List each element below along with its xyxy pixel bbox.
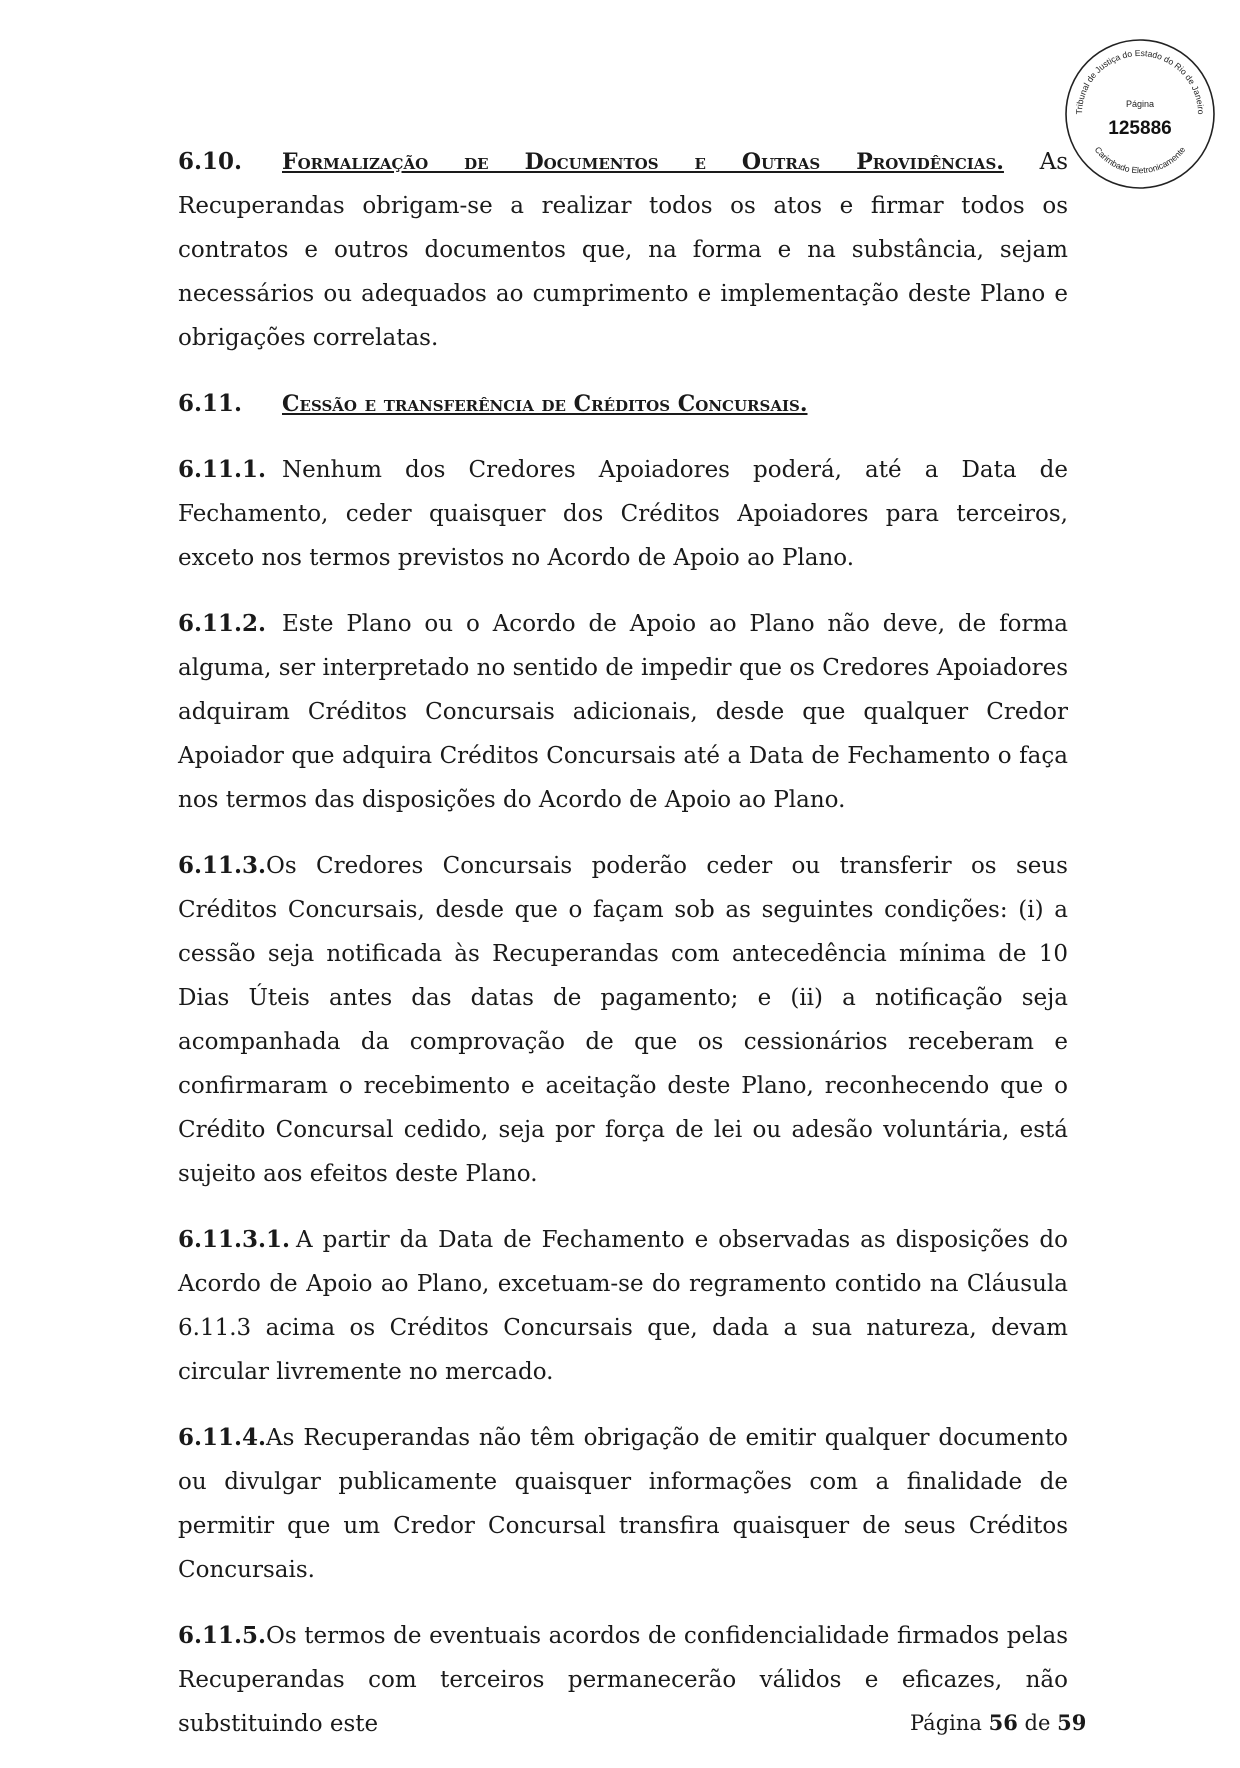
section-number: 6.11. [178,390,243,417]
stamp-ring-top-text: Tribunal de Justiça do Estado do Rio de Janeiro [1073,47,1207,115]
section-text: Este Plano ou o Acordo de Apoio ao Plano não deve, de forma alguma, ser interpretado no sentido de impedir que os Credores Apoiadores adquiram Créditos Concursais adicionais, desde que qualquer Credor Apoiador que adquira Créditos Concursais até a Data de Fechamento o faça nos termos das disposições do Acordo de Apoio ao Plano. [178,611,1069,813]
section-number: 6.11.4. [178,1424,267,1451]
section-6-11-2 [178,602,1068,822]
footer-separator: de [1024,1711,1051,1735]
footer-total-pages: 59 [1057,1710,1087,1735]
section-text: Os termos de eventuais acordos de confidencialidade firmados pelas Recuperandas com terceiros permanecerão válidos e eficazes, não substituindo este [178,1623,1068,1737]
section-heading: Formalização de Documentos e Outras Providências. [282,149,1004,175]
section-6-11-3 [178,844,1068,1196]
footer-prefix: Página [910,1711,982,1735]
page-footer [910,1710,1086,1735]
svg-text:Carimbado Eletronicamente [1093,145,1188,176]
section-text: A partir da Data de Fechamento e observadas as disposições do Acordo de Apoio ao Plano, excetuam-se do regramento contido na Cláusula 6.11.3 acima os Créditos Concursais que, dada a sua natureza, devam circular livremente no mercado. [178,1227,1068,1385]
stamp-label: Página [1125,99,1155,109]
section-6-11-1 [178,448,1068,580]
section-text: As Recuperandas obrigam-se a realizar todos os atos e firmar todos os contratos e outros documentos que, na forma e na substância, sejam necessários ou adequados ao cumprimento e implementação deste Plano e obrigações correlatas. [178,149,1068,351]
section-number: 6.11.5. [178,1622,267,1649]
section-number: 6.10. [178,148,243,175]
footer-current-page: 56 [988,1710,1018,1735]
section-number: 6.11.3.1. [178,1226,291,1253]
section-text: Nenhum dos Credores Apoiadores poderá, até a Data de Fechamento, ceder quaisquer dos Créditos Apoiadores para terceiros, exceto nos termos previstos no Acordo de Apoio ao Plano. [178,457,1068,571]
section-6-11-4 [178,1416,1068,1592]
section-number: 6.11.2. [178,610,267,637]
section-number: 6.11.1. [178,456,267,483]
document-body [178,140,1068,1768]
section-6-10 [178,140,1068,360]
section-text: Os Credores Concursais poderão ceder ou transferir os seus Créditos Concursais, desde que o façam sob as seguintes condições: (i) a cessão seja notificada às Recuperandas com antecedência mínima de 10 Dias Úteis antes das datas de pagamento; e (ii) a notificação seja acompanhada da comprovação de que os cessionários receberam e confirmaram o recebimento e aceitação deste Plano, reconhecendo que o Crédito Concursal cedido, seja por força de lei ou adesão voluntária, está sujeito aos efeitos deste Plano. [178,853,1068,1187]
stamp-number: 125886 [1108,118,1172,139]
section-6-11-3-1 [178,1218,1068,1394]
stamp-ring-bottom-text: Carimbado Eletronicamente [1092,144,1188,176]
section-text: As Recuperandas não têm obrigação de emitir qualquer documento ou divulgar publicamente quaisquer informações com a finalidade de permitir que um Credor Concursal transfira quaisquer de seus Créditos Concursais. [178,1425,1068,1583]
section-heading: Cessão e transferência de Créditos Concursais. [282,391,808,417]
section-number: 6.11.3. [178,852,267,879]
section-6-11 [178,382,1068,426]
court-stamp [1062,36,1218,192]
